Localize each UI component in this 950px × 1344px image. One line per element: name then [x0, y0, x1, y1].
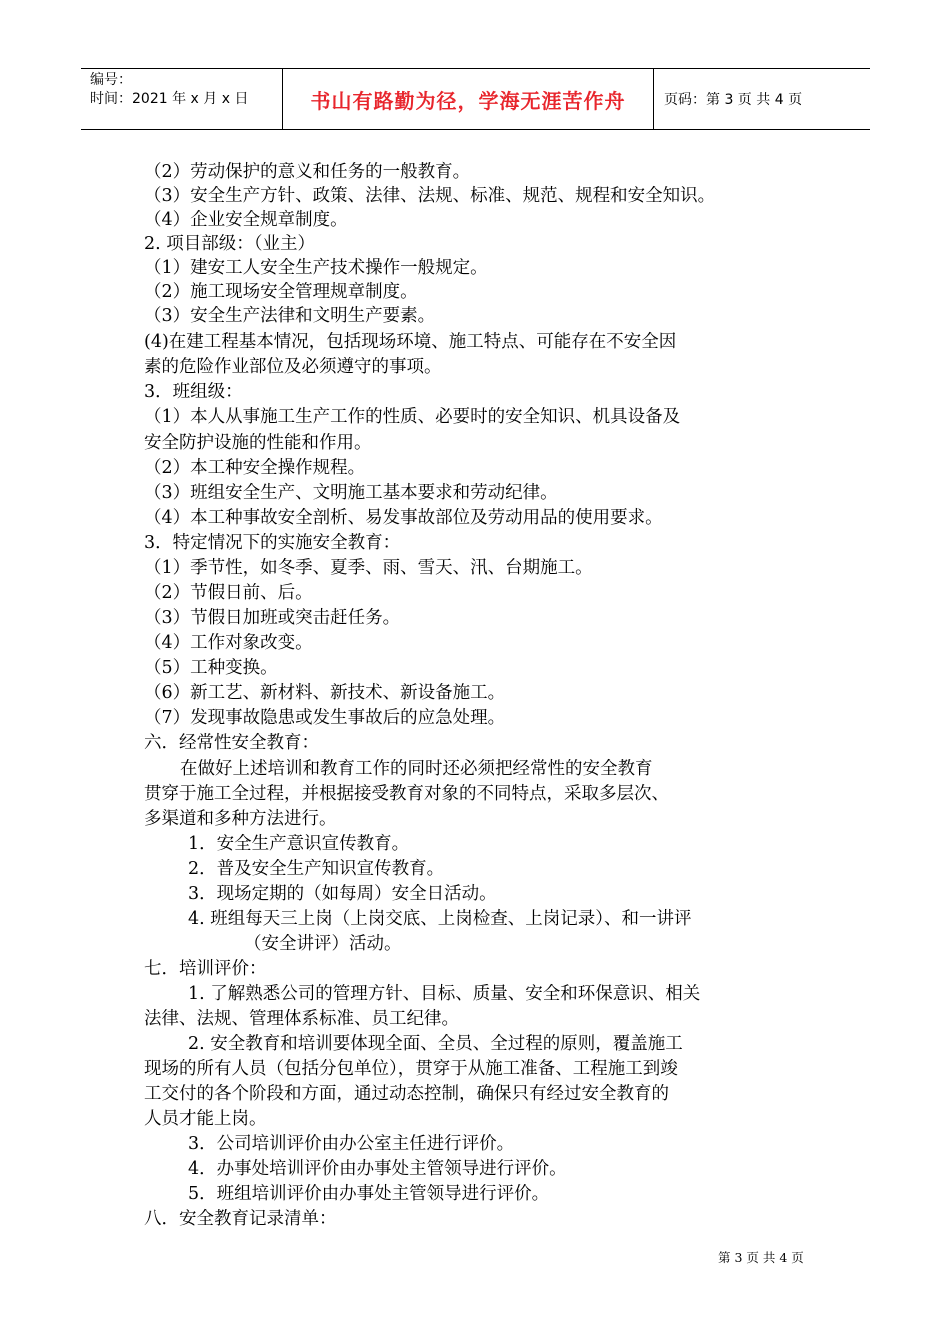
- text-line: 在做好上述培训和教育工作的同时还必须把经常性的安全教育: [180, 759, 653, 779]
- text-line: （6）新工艺、新材料、新技术、新设备施工。: [144, 683, 506, 703]
- document-time-label: 时间：2021 年 x 月 x 日: [90, 91, 249, 107]
- text-line: 2. 安全教育和培训要体现全面、全员、全过程的原则，覆盖施工: [188, 1034, 683, 1054]
- text-line: （安全讲评）活动。: [244, 934, 402, 954]
- text-line: （2）节假日前、后。: [144, 583, 313, 603]
- text-line: 贯穿于施工全过程，并根据接受教育对象的不同特点，采取多层次、: [144, 784, 669, 804]
- text-line: （3）班组安全生产、文明施工基本要求和劳动纪律。: [144, 483, 558, 503]
- text-line: （3）安全生产方针、政策、法律、法规、标准、规范、规程和安全知识。: [144, 186, 716, 206]
- text-line: 素的危险作业部位及必须遵守的事项。: [144, 357, 442, 377]
- section-heading: 3．班组级：: [144, 382, 243, 402]
- text-line: （7）发现事故隐患或发生事故后的应急处理。: [144, 708, 506, 728]
- text-line: 现场的所有人员（包括分包单位），贯穿于从施工准备、工程施工到竣: [144, 1059, 678, 1079]
- text-line: （1）本人从事施工生产工作的性质、必要时的安全知识、机具设备及: [144, 407, 681, 427]
- text-line: （2）施工现场安全管理规章制度。: [144, 282, 418, 302]
- text-line: 法律、法规、管理体系标准、员工纪律。: [144, 1009, 459, 1029]
- text-line: 安全防护设施的性能和作用。: [144, 433, 372, 453]
- section-heading: 七．培训评价：: [144, 959, 267, 979]
- section-heading: 2. 项目部级：（业主）: [144, 234, 316, 254]
- header-page-info: 页码：第 3 页 共 4 页: [664, 92, 803, 108]
- text-line: 5．班组培训评价由办事处主管领导进行评价。: [188, 1184, 550, 1204]
- text-line: 4. 班组每天三上岗（上岗交底、上岗检查、上岗记录）、和一讲评: [188, 909, 692, 929]
- text-line: （1）建安工人安全生产技术操作一般规定。: [144, 258, 488, 278]
- text-line: 2．普及安全生产知识宣传教育。: [188, 859, 445, 879]
- document-number-label: 编号：: [90, 72, 132, 88]
- text-line: （2）劳动保护的意义和任务的一般教育。: [144, 162, 471, 182]
- text-line: （4）企业安全规章制度。: [144, 210, 348, 230]
- page-header: [81, 68, 870, 130]
- text-line: 1．安全生产意识宣传教育。: [188, 834, 410, 854]
- header-motto: 书山有路勤为径，学海无涯苦作舟: [282, 69, 654, 129]
- page-footer: 第 3 页 共 4 页: [718, 1250, 804, 1265]
- text-line: (4)在建工程基本情况，包括现场环境、施工特点、可能存在不安全因: [144, 332, 677, 352]
- text-line: 多渠道和多种方法进行。: [144, 809, 337, 829]
- section-heading: 六．经常性安全教育：: [144, 733, 319, 753]
- text-line: 1. 了解熟悉公司的管理方针、目标、质量、安全和环保意识、相关: [188, 984, 701, 1004]
- text-line: （2）本工种安全操作规程。: [144, 458, 366, 478]
- text-line: （1）季节性，如冬季、夏季、雨、雪天、汛、台期施工。: [144, 558, 593, 578]
- section-heading: 八．安全教育记录清单：: [144, 1209, 337, 1229]
- text-line: 人员才能上岗。: [144, 1109, 267, 1129]
- text-line: 工交付的各个阶段和方面，通过动态控制，确保只有经过安全教育的: [144, 1084, 669, 1104]
- text-line: 4．办事处培训评价由办事处主管领导进行评价。: [188, 1159, 567, 1179]
- text-line: 3．现场定期的（如每周）安全日活动。: [188, 884, 497, 904]
- text-line: （4）本工种事故安全剖析、易发事故部位及劳动用品的使用要求。: [144, 508, 663, 528]
- text-line: 3．公司培训评价由办公室主任进行评价。: [188, 1134, 515, 1154]
- section-heading: 3．特定情况下的实施安全教育：: [144, 533, 401, 553]
- text-line: （3）安全生产法律和文明生产要素。: [144, 306, 436, 326]
- text-line: （4）工作对象改变。: [144, 633, 313, 653]
- text-line: （5）工种变换。: [144, 658, 278, 678]
- header-meta: [81, 69, 282, 129]
- text-line: （3）节假日加班或突击赶任务。: [144, 608, 401, 628]
